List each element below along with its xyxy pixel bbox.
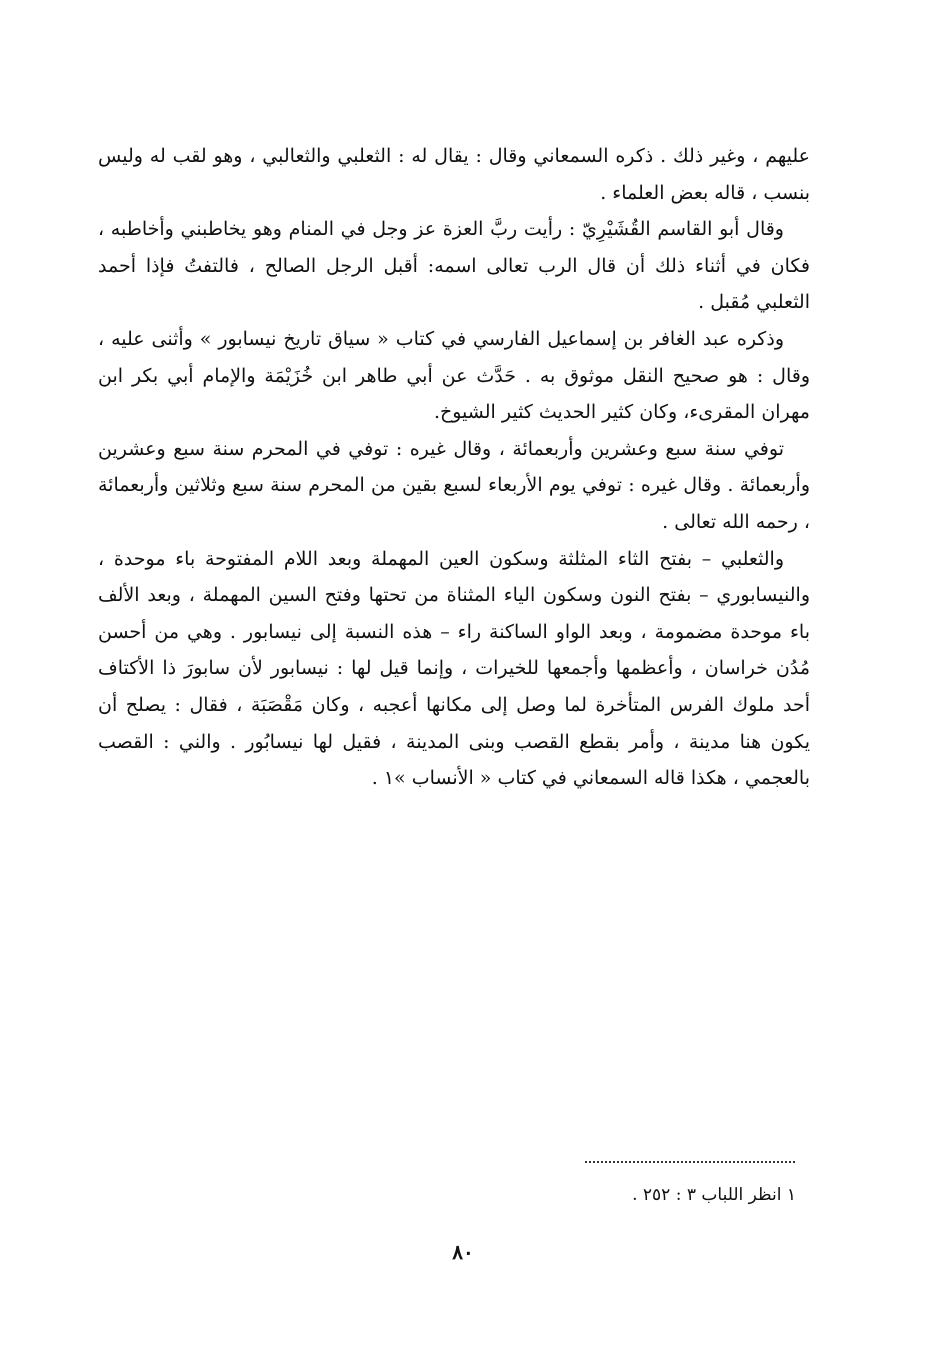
footnote-divider — [585, 1161, 795, 1163]
main-text — [98, 138, 810, 797]
paragraph-2: وقال أبو القاسم القُشَيْرِيّ : رأيت ربَّ العزة عز وجل في المنام وهو يخاطبني وأخاطبه ، فكان في أثناء ذلك أن قال الرب تعالى اسمه: أقبل الرجل الصالح ، فالتفتُ فإذا أحمد الثعلبي مُقبل . — [98, 218, 810, 314]
paragraph-3: وذكره عبد الغافر بن إسماعيل الفارسي في كتاب « سياق تاريخ نيسابور » وأثنى عليه ، وقال : هو صحيح النقل موثوق به . حَدَّث عن أبي طاهر ابن خُزَيْمَة والإمام أبي بكر ابن مهران المقرىء، وكان كثير الحديث كثير الشيوخ. — [98, 327, 810, 424]
footnote: ١ انظر اللباب ٣ : ٢٥٢ . — [632, 1185, 796, 1205]
page-number: ٨٠ — [452, 1240, 474, 1264]
paragraph-4: توفي سنة سبع وعشرين وأربعمائة ، وقال غيره : توفي في المحرم سنة سبع وعشرين وأربعمائة . وقال غيره : توفي يوم الأربعاء لسبع بقين من المحرم سنة سبع وثلاثين وأربعمائة ، رحمه الله تعالى . — [98, 437, 810, 533]
paragraph-5: والثعلبي – بفتح الثاء المثلثة وسكون العين المهملة وبعد اللام المفتوحة باء موحدة ، والنيسابوري – بفتح النون وسكون الياء المثناة من تحتها وفتح السين المهملة ، وبعد الألف باء موحدة مضمومة ، وبعد الواو الساكنة راء – هذه النسبة إلى نيسابور . وهي من أحسن مُدُن خراسان ، وأعظمها وأجمعها للخيرات ، وإنما قيل لها : نيسابور لأن سابورَ ذا الأكتاف أحد ملوك الفرس المتأخرة لما وصل إلى مكانها أعجبه ، وكان مَقْصَبَة ، فقال : يصلح أن يكون هنا مدينة ، وأمر بقطع القصب وبنى المدينة ، فقيل لها نيسابُور . والني : القصب بالعجمي ، هكذا قاله السمعاني في كتاب « الأنساب »١ . — [98, 547, 810, 790]
paragraph-1: عليهم ، وغير ذلك . ذكره السمعاني وقال : يقال له : الثعلبي والثعالبي ، وهو لقب له وليس بنسب ، قاله بعض العلماء . — [98, 145, 810, 204]
